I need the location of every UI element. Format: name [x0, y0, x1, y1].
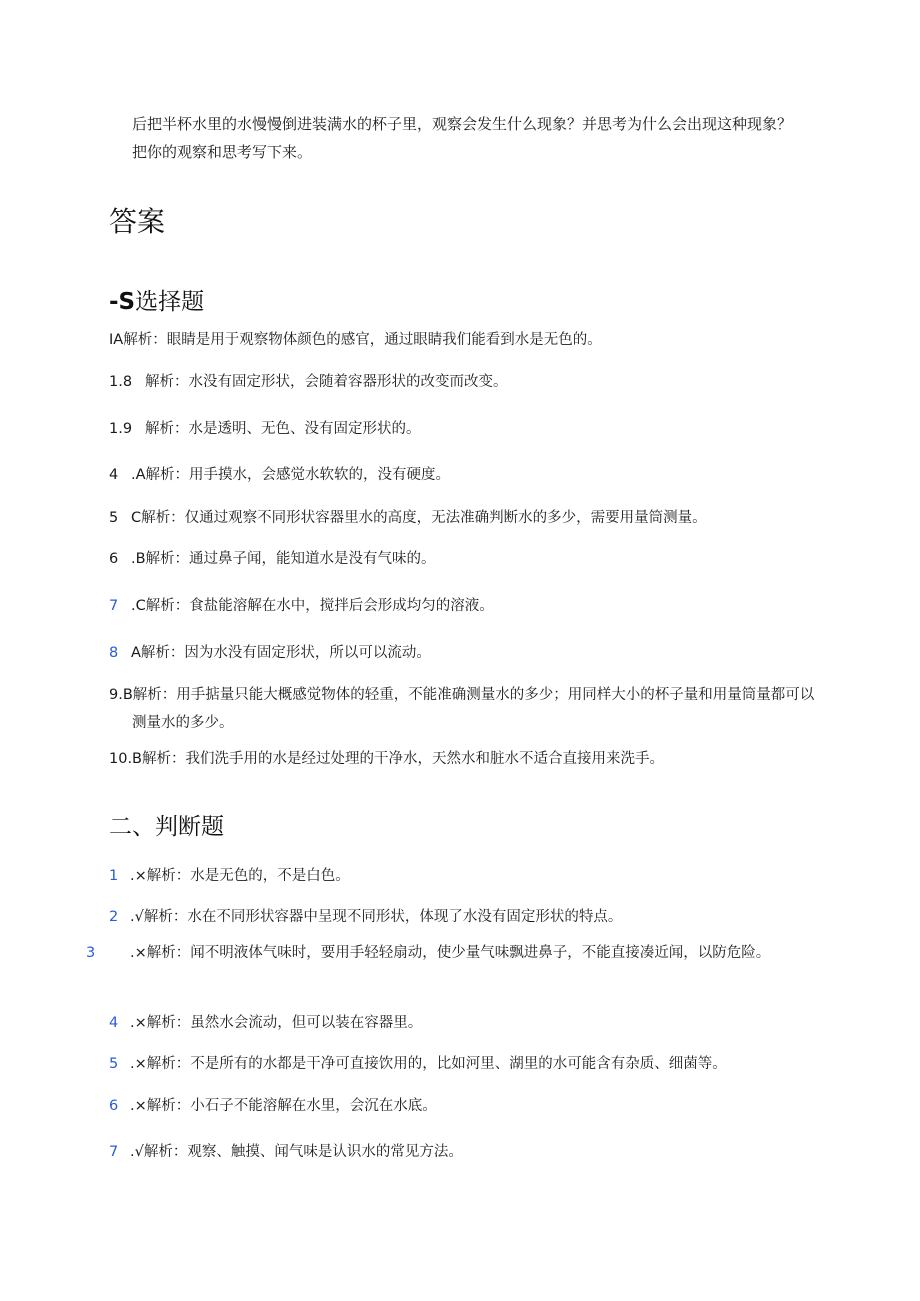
choice-item	[109, 326, 809, 354]
choice-item-number: 8	[109, 645, 119, 661]
choice-item-number: 10.B	[109, 751, 143, 767]
judge-item	[109, 1009, 809, 1037]
judge-item	[109, 1092, 809, 1120]
choice-item	[109, 745, 809, 773]
choice-item-number: 1.8	[109, 374, 133, 390]
choice-item-number: 6	[109, 551, 119, 567]
choice-heading-prefix: -S	[109, 289, 136, 315]
choice-item	[109, 368, 809, 396]
choice-item-number: 5	[109, 510, 119, 526]
judge-item-text: .√解析：水在不同形状容器中呈现不同形状，体现了水没有固定形状的特点。	[130, 909, 623, 925]
choice-item	[109, 592, 809, 620]
choice-section-heading	[109, 283, 204, 316]
judge-item-number: 4	[109, 1015, 119, 1031]
choice-item-text: .A解析：用手摸水，会感觉水软软的，没有硬度。	[131, 467, 451, 483]
answer-heading: 答案	[109, 205, 166, 238]
judge-item-number: 6	[109, 1098, 119, 1114]
judge-item-text: .×解析：不是所有的水都是干净可直接饮用的，比如河里、湖里的水可能含有杂质、细菌等。	[130, 1056, 727, 1072]
choice-item-text: 解析：水是透明、无色、没有固定形状的。	[145, 421, 421, 437]
judge-item-text: .×解析：水是无色的，不是白色。	[130, 868, 350, 884]
choice-item-text: .C解析：食盐能溶解在水中，搅拌后会形成均匀的溶液。	[131, 598, 494, 614]
choice-item-text: .B解析：通过鼻子闻，能知道水是没有气味的。	[131, 551, 436, 567]
judge-item-number: 1	[109, 868, 119, 884]
choice-item-number: 4	[109, 467, 119, 483]
choice-item	[109, 681, 827, 737]
judge-item	[109, 903, 809, 931]
judge-item	[109, 1050, 809, 1078]
choice-item	[109, 504, 809, 532]
choice-item-number: 7	[109, 598, 119, 614]
judge-item-number: 2	[109, 909, 119, 925]
judge-item	[109, 862, 809, 890]
intro-paragraph: 后把半杯水里的水慢慢倒进装满水的杯子里，观察会发生什么现象？并思考为什么会出现这种现象？把你的观察和思考写下来。	[132, 115, 793, 161]
choice-item-number: 1.9	[109, 421, 133, 437]
judge-item-text: .√解析：观察、触摸、闻气味是认识水的常见方法。	[130, 1144, 463, 1160]
judge-section-heading: 二、判断题	[109, 814, 224, 840]
choice-item	[109, 461, 809, 489]
judge-item	[109, 1138, 809, 1166]
choice-item	[109, 545, 809, 573]
choice-item-text: 解析：我们洗手用的水是经过处理的干净水，天然水和脏水不适合直接用来洗手。	[142, 751, 665, 767]
choice-item	[109, 639, 809, 667]
choice-item-text: 解析：水没有固定形状，会随着容器形状的改变而改变。	[145, 374, 508, 390]
judge-item-number: 5	[109, 1056, 119, 1072]
judge-item-number: 3	[86, 945, 96, 961]
choice-item-text: 解析：眼睛是用于观察物体颜色的感官，通过眼睛我们能看到水是无色的。	[123, 332, 602, 348]
judge-item	[86, 939, 827, 967]
judge-item-text: .×解析：虽然水会流动，但可以装在容器里。	[130, 1015, 423, 1031]
choice-item-number: 9.B	[109, 687, 133, 703]
judge-item-text: .×解析：闻不明液体气味时，要用手轻轻扇动，使少量气味飘进鼻子，不能直接凑近闻，以防危险。	[130, 945, 771, 961]
choice-heading-title: 选择题	[135, 289, 205, 315]
choice-item-text: 解析：用手掂量只能大概感觉物体的轻重，不能准确测量水的多少；用同样大小的杯子量和用量筒量都可以测量水的多少。	[132, 687, 815, 731]
choice-item	[109, 415, 809, 443]
judge-item-number: 7	[109, 1144, 119, 1160]
choice-item-text: C解析：仅通过观察不同形状容器里水的高度，无法准确判断水的多少，需要用量筒测量。	[131, 510, 707, 526]
choice-item-number: IA	[109, 332, 124, 348]
choice-item-text: A解析：因为水没有固定形状，所以可以流动。	[131, 645, 431, 661]
judge-item-text: .×解析：小石子不能溶解在水里，会沉在水底。	[130, 1098, 437, 1114]
